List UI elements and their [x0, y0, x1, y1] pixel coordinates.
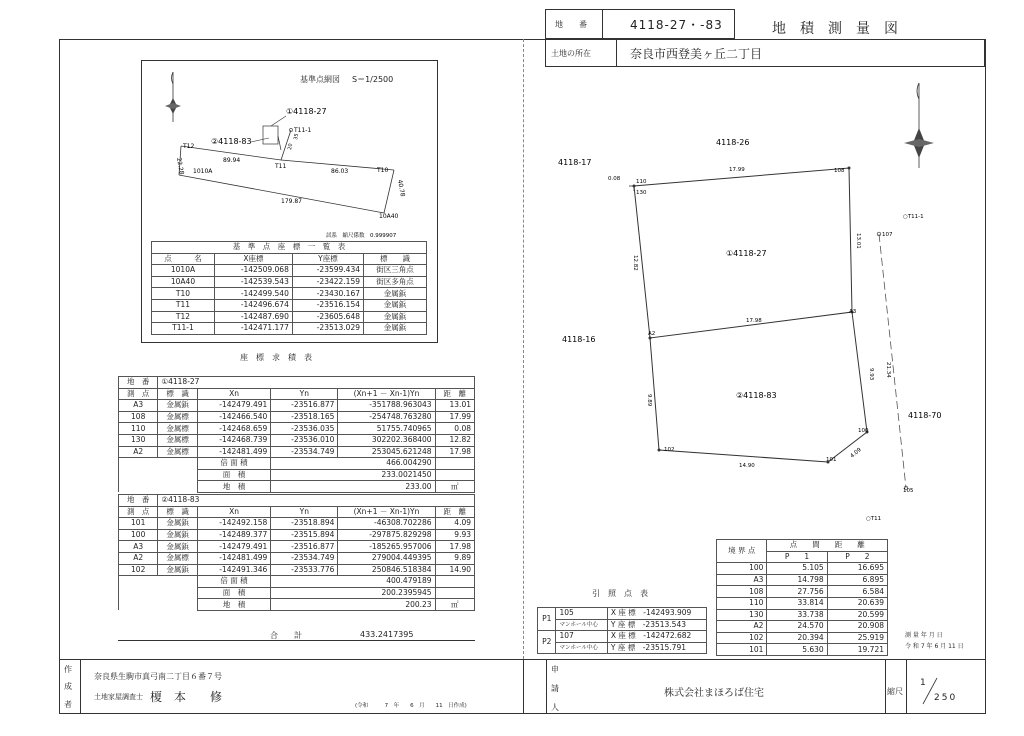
table-cell: -23534.749: [271, 446, 338, 458]
table-cell: T10: [152, 288, 215, 300]
table-cell: 6.584: [827, 586, 887, 598]
plot-pA2: A2: [648, 331, 656, 337]
total-value: 433.2417395: [360, 630, 414, 639]
table-row: [538, 608, 707, 620]
table-cell: -23513.029: [292, 323, 363, 335]
plot-p102: 102: [664, 447, 675, 453]
kijun-h2: Y座標: [292, 253, 363, 265]
inshou-title: 引 照 点 表: [592, 589, 648, 598]
sum-label: 面 積: [197, 587, 271, 599]
blank-cell: [119, 481, 198, 493]
zahyo-lot2-table: [118, 494, 475, 611]
lot2-chiban: ②4118-83: [158, 495, 475, 507]
table-header-cell: 測 点: [119, 506, 158, 518]
inshou-y: Y 座 標 -23515.791: [607, 642, 706, 654]
kijun-table-title: 基 準 点 座 標 一 覧 表: [152, 242, 427, 254]
table-header-cell: (Xn+1 － Xn-1)Yn: [338, 506, 435, 518]
table-cell: -185265.957006: [338, 541, 435, 553]
chiban-label: 地 番: [555, 20, 587, 29]
table-cell: 101: [717, 644, 767, 656]
plot-p101: 101: [826, 457, 837, 463]
footer-divider-2: [523, 659, 524, 714]
table-cell: -142509.068: [214, 265, 292, 277]
plot-d993: 9.93: [868, 368, 874, 381]
table-cell: 街区三角点: [363, 265, 426, 277]
table-cell: 金属鋲: [363, 311, 426, 323]
inshou-number: 105: [556, 608, 607, 620]
blank-cell: [119, 469, 198, 481]
footer-divider-4: [885, 659, 886, 714]
table-cell: 金属鋲: [158, 564, 197, 576]
plot-d409: 4.09: [849, 447, 863, 460]
kyokai-sh1: P 2: [827, 551, 887, 563]
sum-value: 200.2395945: [271, 587, 435, 599]
table-cell: 金属鋲: [158, 541, 197, 553]
kijun-h1: X座標: [214, 253, 292, 265]
table-cell: 5.630: [767, 644, 827, 656]
table-row: [119, 541, 475, 553]
sum-label: 面 積: [197, 469, 271, 481]
table-row: [152, 299, 427, 311]
kijun-dist-7: 35: [293, 133, 301, 141]
table-row: [119, 529, 475, 541]
blank-cell: [119, 587, 198, 599]
table-cell: 302202.368400: [338, 434, 435, 446]
sum-label: 倍 面 積: [197, 458, 271, 470]
table-cell: 130: [717, 609, 767, 621]
footer-divider-1: [80, 659, 81, 714]
table-header-cell: Xn: [197, 506, 271, 518]
table-cell: 金属鋲: [363, 299, 426, 311]
table-row: [119, 423, 475, 435]
table-cell: -23533.776: [271, 564, 338, 576]
table-cell: T12: [152, 311, 215, 323]
inshou-point: P1: [538, 608, 556, 631]
location-label: 土地の所在: [551, 49, 591, 58]
table-header-cell: 距 離: [435, 388, 474, 400]
plot-lot1: ①4118-27: [726, 249, 767, 258]
table-row: [119, 446, 475, 458]
table-cell: 14.90: [435, 564, 474, 576]
table-cell: 街区多角点: [363, 276, 426, 288]
maker-label-2: 者: [64, 700, 72, 709]
plot-d008: 0.08: [608, 176, 621, 182]
table-cell: -142481.499: [197, 552, 271, 564]
table-header-cell: Yn: [271, 388, 338, 400]
kijun-label-1010A: 1010A: [193, 168, 213, 175]
table-cell: 20.908: [827, 621, 887, 633]
kijun-label-T11-1: T11-1: [294, 127, 312, 134]
kijun-scale-factor: 試系 縮尺係数 0.999907: [326, 233, 397, 239]
table-row: [538, 619, 707, 631]
table-cell: -142468.739: [197, 434, 271, 446]
table-cell: 5.105: [767, 563, 827, 575]
kijun-h0: 点 名: [152, 253, 215, 265]
table-row: [717, 586, 888, 598]
table-row: [119, 411, 475, 423]
sum-row: [119, 587, 475, 599]
table-cell: 9.93: [435, 529, 474, 541]
applicant-label-1: 請: [551, 684, 559, 693]
kijun-map-title: 基準点網図: [300, 75, 340, 84]
table-row: [152, 311, 427, 323]
table-cell: -23430.167: [292, 288, 363, 300]
table-cell: -142479.491: [197, 541, 271, 553]
inshou-x: X 座 標 -142493.909: [607, 608, 706, 620]
kijun-label-T12: T12: [183, 143, 195, 150]
table-row: [119, 400, 475, 412]
blank-cell: [119, 576, 198, 588]
table-cell: 25.919: [827, 632, 887, 644]
plot-p108: 108: [834, 168, 845, 174]
kijun-label-T11: T11: [275, 163, 287, 170]
lot1-chiban-label: 地 番: [119, 377, 158, 389]
table-cell: 19.721: [827, 644, 887, 656]
kijun-label-p1: ①4118-27: [286, 107, 327, 116]
table-cell: -23536.035: [271, 423, 338, 435]
table-cell: 250846.518384: [338, 564, 435, 576]
table-cell: 6.895: [827, 574, 887, 586]
table-row: [119, 552, 475, 564]
plot-4118-17: 4118-17: [558, 158, 592, 167]
table-cell: -142479.491: [197, 400, 271, 412]
kijun-label-10A40: 10A40: [379, 213, 399, 220]
table-cell: 130: [119, 434, 158, 446]
maker-name: 榎 本 修: [150, 690, 223, 704]
table-cell: A3: [119, 400, 158, 412]
blank-cell: [119, 599, 198, 611]
table-cell: 33.814: [767, 597, 827, 609]
table-cell: -23422.159: [292, 276, 363, 288]
table-cell: 20.394: [767, 632, 827, 644]
plot-lot2: ②4118-83: [736, 391, 777, 400]
plot-T11-1: ○T11-1: [903, 214, 924, 220]
table-cell: 9.89: [435, 552, 474, 564]
table-cell: 金属標: [158, 411, 197, 423]
kijun-table: [151, 241, 427, 335]
applicant-label-2: 人: [551, 703, 559, 712]
plot-drawing: [524, 68, 984, 538]
maker-role: 土地家屋調査士: [94, 693, 143, 701]
plot-d1798: 17.98: [746, 318, 762, 324]
table-cell: 102: [717, 632, 767, 644]
table-header-cell: Xn: [197, 388, 271, 400]
table-row: [717, 644, 888, 656]
zahyo-lot1-table: [118, 376, 475, 493]
sum-unit: [435, 469, 474, 481]
table-cell: 100: [717, 563, 767, 575]
table-cell: -142499.540: [214, 288, 292, 300]
kyokai-table: [716, 539, 888, 656]
survey-date-label: 測 量 年 月 日: [905, 632, 943, 639]
table-row: [538, 631, 707, 643]
kijun-dist-4: 22.28: [175, 157, 185, 176]
table-cell: -254748.763280: [338, 411, 435, 423]
table-cell: 0.08: [435, 423, 474, 435]
table-cell: -142471.177: [214, 323, 292, 335]
sum-value: 200.23: [271, 599, 435, 611]
table-cell: -23599.434: [292, 265, 363, 277]
kijun-dist-5: 40.78: [396, 179, 406, 198]
kyokai-sh0: P 1: [767, 551, 827, 563]
plot-p105: 105: [903, 488, 914, 494]
table-cell: -142496.674: [214, 299, 292, 311]
footer-divider-5: [906, 659, 907, 714]
table-cell: 金属標: [158, 423, 197, 435]
inshou-x: X 座 標 -142472.682: [607, 631, 706, 643]
inshou-table: [537, 607, 707, 654]
table-cell: 金属鋲: [363, 323, 426, 335]
sum-row: [119, 481, 475, 493]
table-row: [152, 265, 427, 277]
table-cell: -142491.346: [197, 564, 271, 576]
table-cell: 108: [717, 586, 767, 598]
table-cell: A3: [119, 541, 158, 553]
table-cell: -142492.158: [197, 518, 271, 530]
kyokai-h0: 境 界 点: [717, 540, 767, 563]
table-cell: 253045.621248: [338, 446, 435, 458]
chiban-value: 4118-27・-83: [630, 18, 723, 32]
sum-value: 400.479189: [271, 576, 435, 588]
table-row: [152, 323, 427, 335]
kijun-dist-1: 89.94: [223, 157, 241, 164]
sum-unit: ㎡: [435, 599, 474, 611]
table-header-row: [119, 388, 475, 400]
inshou-sub: マンホール中心: [556, 642, 607, 654]
table-cell: 16.695: [827, 563, 887, 575]
table-cell: 金属鋲: [158, 518, 197, 530]
kijun-h3: 標 識: [363, 253, 426, 265]
table-cell: -142468.659: [197, 423, 271, 435]
table-cell: 27.756: [767, 586, 827, 598]
table-header-row: [119, 506, 475, 518]
table-cell: -23515.894: [271, 529, 338, 541]
plot-p100: 100: [858, 428, 869, 434]
table-cell: -23534.749: [271, 552, 338, 564]
applicant-name: 株式会社まほろば住宅: [664, 688, 764, 699]
table-cell: 金属標: [158, 446, 197, 458]
plot-p107: 107: [882, 232, 893, 238]
table-cell: -23536.010: [271, 434, 338, 446]
applicant-label-0: 申: [551, 665, 559, 674]
lot2-chiban-label: 地 番: [119, 495, 158, 507]
table-cell: 14.798: [767, 574, 827, 586]
table-cell: 33.738: [767, 609, 827, 621]
table-cell: 12.82: [435, 434, 474, 446]
table-row: [717, 621, 888, 633]
table-cell: T11: [152, 299, 215, 311]
zahyo-table-title: 座 標 求 積 表: [240, 353, 312, 362]
table-row: [717, 597, 888, 609]
location-value: 奈良市西登美ヶ丘二丁目: [630, 47, 763, 61]
sum-unit: [435, 587, 474, 599]
table-row: [717, 574, 888, 586]
table-cell: -297875.829298: [338, 529, 435, 541]
sum-value: 466.004290: [271, 458, 435, 470]
table-cell: 金属鋲: [363, 288, 426, 300]
maker-date: (令和 7 年 6 月 11 日作成): [355, 703, 467, 709]
table-header-cell: Yn: [271, 506, 338, 518]
table-cell: A2: [119, 552, 158, 564]
table-cell: 金属標: [158, 552, 197, 564]
table-row: [717, 632, 888, 644]
sum-label: 地 積: [197, 481, 271, 493]
kijun-dist-6: 20: [287, 143, 295, 151]
lot1-chiban: ①4118-27: [158, 377, 475, 389]
table-cell: -142489.377: [197, 529, 271, 541]
table-row: [119, 434, 475, 446]
kijun-label-p2: ②4118-83: [211, 137, 252, 146]
table-header-cell: 測 点: [119, 388, 158, 400]
sum-row: [119, 458, 475, 470]
table-row: [119, 518, 475, 530]
table-cell: 110: [717, 597, 767, 609]
table-cell: -23518.894: [271, 518, 338, 530]
table-row: [119, 564, 475, 576]
table-cell: -142539.543: [214, 276, 292, 288]
sum-label: 倍 面 積: [197, 576, 271, 588]
sum-unit: ㎡: [435, 481, 474, 493]
inshou-sub: マンホール中心: [556, 619, 607, 631]
table-cell: -23516.877: [271, 541, 338, 553]
plot-p130: 130: [636, 190, 647, 196]
maker-label-1: 成: [64, 682, 72, 691]
table-cell: 24.570: [767, 621, 827, 633]
inshou-number: 107: [556, 631, 607, 643]
kijun-map-drawing: [141, 60, 438, 240]
table-row: [717, 609, 888, 621]
north-arrow-icon: [165, 72, 181, 122]
blank-cell: [119, 458, 198, 470]
document-title: 地 積 測 量 図: [772, 21, 898, 37]
sum-label: 地 積: [197, 599, 271, 611]
kijun-dist-2: 86.03: [331, 168, 349, 175]
table-cell: -142481.499: [197, 446, 271, 458]
table-cell: 279004.449395: [338, 552, 435, 564]
plot-4118-16: 4118-16: [562, 335, 596, 344]
table-header-cell: (Xn+1 － Xn-1)Yn: [338, 388, 435, 400]
table-cell: 金属標: [158, 434, 197, 446]
table-cell: 101: [119, 518, 158, 530]
plot-d2134: 21.34: [885, 362, 891, 378]
table-cell: -23516.877: [271, 400, 338, 412]
plot-p110: 110: [636, 179, 647, 185]
maker-label-0: 作: [64, 665, 72, 674]
table-cell: 102: [119, 564, 158, 576]
footer-divider-3: [546, 659, 547, 714]
table-cell: 17.98: [435, 541, 474, 553]
table-cell: 100: [119, 529, 158, 541]
table-header-cell: 距 離: [435, 506, 474, 518]
sum-unit: [435, 576, 474, 588]
table-cell: T11-1: [152, 323, 215, 335]
table-header-cell: 標 識: [158, 388, 197, 400]
table-cell: 4.09: [435, 518, 474, 530]
sum-row: [119, 576, 475, 588]
plot-pA3: A3: [849, 309, 857, 315]
kijun-label-T10: T10: [377, 167, 389, 174]
plot-d1490: 14.90: [739, 463, 755, 469]
table-cell: -351788.963043: [338, 400, 435, 412]
table-cell: A3: [717, 574, 767, 586]
kijun-map-scale: S＝1/2500: [352, 75, 394, 84]
table-cell: 13.01: [435, 400, 474, 412]
table-cell: 17.99: [435, 411, 474, 423]
table-cell: -23516.154: [292, 299, 363, 311]
table-cell: -23605.648: [292, 311, 363, 323]
table-cell: 金属鋲: [158, 529, 197, 541]
north-arrow-icon: [904, 83, 934, 168]
scale-numerator: 1: [920, 678, 926, 688]
plot-d1282: 12.82: [632, 255, 638, 271]
table-cell: 17.98: [435, 446, 474, 458]
plot-d989: 9.89: [646, 394, 652, 407]
table-cell: 108: [119, 411, 158, 423]
table-cell: -142487.690: [214, 311, 292, 323]
total-label: 合 計: [270, 631, 302, 640]
table-cell: 20.599: [827, 609, 887, 621]
table-row: [538, 642, 707, 654]
plot-T11: ○T11: [866, 516, 882, 522]
table-row: [152, 276, 427, 288]
table-row: [152, 288, 427, 300]
table-cell: 51755.740965: [338, 423, 435, 435]
scale-denominator: 250: [934, 693, 958, 703]
table-cell: 1010A: [152, 265, 215, 277]
table-cell: -23518.165: [271, 411, 338, 423]
plot-d1301: 13.01: [855, 233, 861, 249]
sum-row: [119, 599, 475, 611]
plot-4118-26: 4118-26: [716, 138, 750, 147]
kyokai-h1: 点 間 距 離: [767, 540, 888, 552]
table-cell: -142466.540: [197, 411, 271, 423]
table-cell: 20.639: [827, 597, 887, 609]
table-header-cell: 標 識: [158, 506, 197, 518]
table-cell: 10A40: [152, 276, 215, 288]
plot-d1799: 17.99: [729, 167, 745, 173]
plot-4118-70: 4118-70: [908, 411, 942, 420]
table-cell: -46308.702286: [338, 518, 435, 530]
inshou-point: P2: [538, 631, 556, 654]
scale-label: 縮尺: [887, 687, 903, 696]
sum-value: 233.00: [271, 481, 435, 493]
table-cell: A2: [119, 446, 158, 458]
inshou-y: Y 座 標 -23513.543: [607, 619, 706, 631]
table-cell: 110: [119, 423, 158, 435]
sum-unit: [435, 458, 474, 470]
table-cell: 金属鋲: [158, 400, 197, 412]
sum-row: [119, 469, 475, 481]
kijun-dist-3: 179.87: [281, 198, 302, 205]
survey-date-value: 令 和 7 年 6 月 11 日: [905, 643, 964, 650]
table-cell: A2: [717, 621, 767, 633]
sum-value: 233.0021450: [271, 469, 435, 481]
maker-address: 奈良県生駒市真弓南二丁目６番７号: [94, 672, 222, 681]
table-row: [717, 563, 888, 575]
